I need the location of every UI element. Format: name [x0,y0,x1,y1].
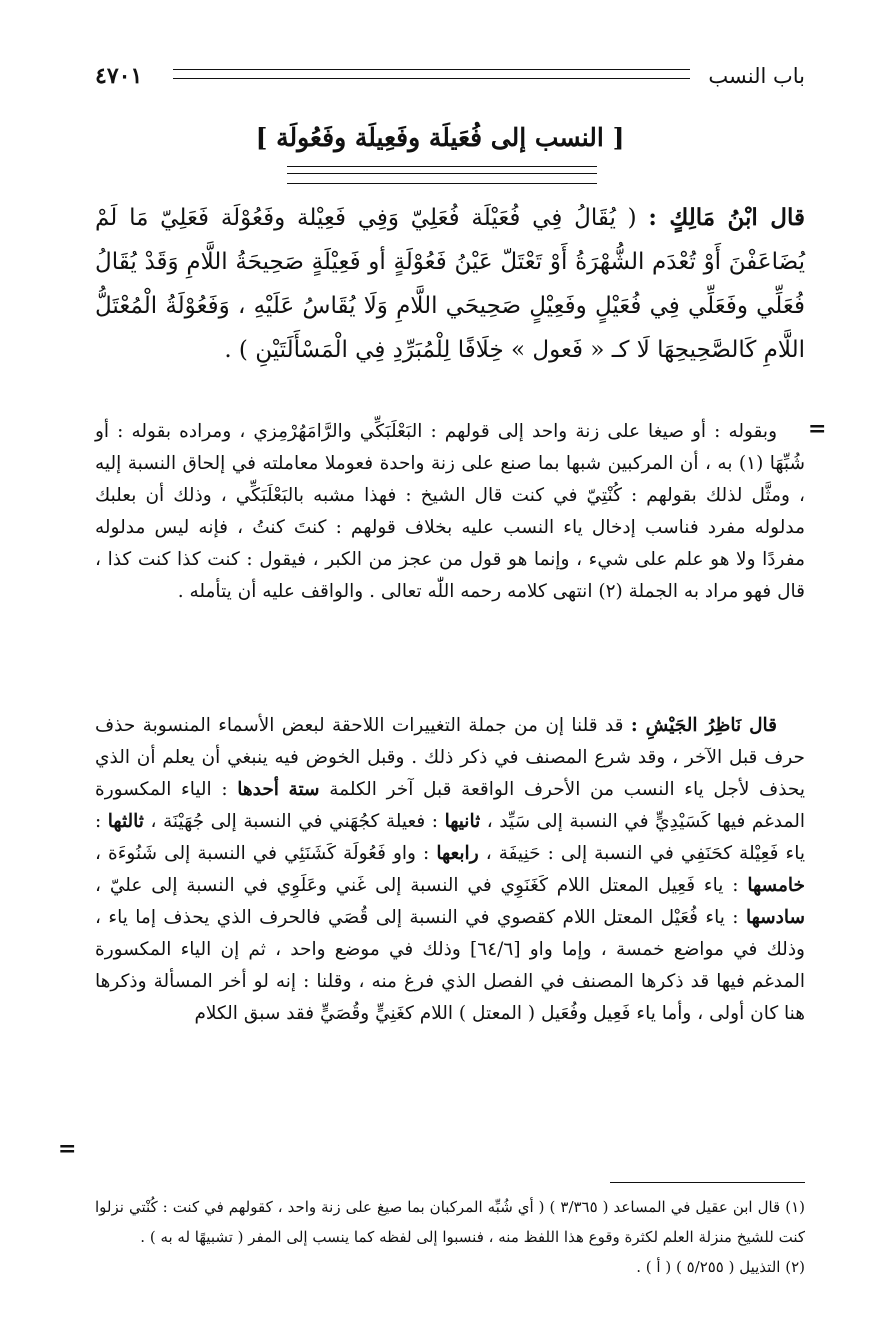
commentary-paragraph-2: قال نَاظِرُ الجَيْشِ : قد قلنا إن من جملة التغييرات اللاحقة لبعض الأسماء المنسوبة حذف حرف قبل الآخر ، وقد شرع المصنف في ذكر ذلك . وقبل الخوض فيه ينبغي أن يعلم أن الذي يحذف لأجل ياء النسب من الأحرف الواقعة قبل آخر الكلمة ستة أحدها : الياء المكسورة المدغم فيها كَسَيْدِيٍّ في النسبة إلى سَيِّد ، ثانيها : فعيلة كجُهَني في النسبة إلى جُهَيْنَة ، ثالثها : ياء فَعِيْلة كحَنَفِي في النسبة إلى : حَنِيفَة ، رابعها : واو فَعُولَة كَشَنَئِي في النسبة إلى شَنُوءَة ، خامسها : ياء فَعِيل المعتل اللام كَغَنَوِي في النسبة إلى غَني وعَلَوِي في النسبة إلى عليّ ، سادسها : ياء فُعَيْل المعتل اللام كقصوي في النسبة إلى قُصَي فالحرف الذي يحذف إما ياء ، وذلك في مواضع خمسة ، وإما واو [٦٤/٦] وذلك في موضع واحد ، ثم إن الياء المكسورة المدغم فيها قد ذكرها المصنف في الفصل الذي فرغ منه ، وقلنا : إنه لو أخر المسألة وذكرها هنا كان أولى ، وأما ياء فَعِيل وفُعَيل ( المعتل ) اللام كغَنِيٍّ وقُصَيٍّ فقد سبق الكلام [95,715,805,1024]
header-double-rule [173,69,690,79]
chapter-title: باب النسب [708,64,805,88]
matn-author: قال ابْنُ مَالِكٍ : [648,204,806,231]
footnote-1: (١) قال ابن عقيل في المساعد ( ٣/٣٦٥ ) ( أي شُبِّه المركبان بما صيغ على زنة واحد ، كقولهم في كنت : كُنْتي نزلوا كنت للشيخ منزلة العلم لكثرة وقوع هذا اللفظ منه ، فنسبوا إلى لفظه كما ينسب إلى المفر ( تشبيهًا له به ) . [95,1198,806,1246]
nazir-author: قال نَاظِرُ الجَيْشِ : [630,715,778,736]
continuation-mark-bottom: = [58,1136,77,1162]
commentary-nazir [95,710,805,1030]
footnote-2: (٢) التذييل ( ٥/٢٥٥ ) ( أ ) . [636,1258,805,1276]
continuation-mark-top: = [808,416,827,442]
footnote-rule [610,1182,805,1183]
commentary-paragraph-1: وبقوله : أو صيغا على زنة واحد إلى قولهم : البَعْلَبَكِّي والرَّامَهُرْمِزي ، ومراده بقوله : أو شُبِّهَا (١) به ، أن المركبين شبها بما صنع على زنة واحدة فعوملا معاملته في إلحاق النسبة إليه ، ومثَّل لذلك بقولهم : كُنْتِيّ في كنت قال الشيخ : فهذا مشبه بالبَعْلَبَكِّي ، وذلك أن بعلبك مدلوله مفرد فناسب إدخال ياء النسب عليه بخلاف قولهم : كنتَ كنتُ ، فإنه ليس مدلوله مفردًا ولا هو علم على شيء ، وإنما هو قول من عجز من الكبر ، فيقول : كنت كذا كنت كذا ، قال فهو مراد به الجملة (٢) انتهى كلامه رحمه اللّٰه تعالى . والواقف عليه أن يتأمله . [95,421,805,602]
section-title: [ النسب إلى فُعَيلَة وفَعِيلَة وفَعُولَة ] [255,123,625,152]
footnotes [95,1192,805,1282]
running-header [95,60,805,92]
matn-paragraph [95,196,805,372]
matn-text: ( يُقَالُ فِي فُعَيْلَة فُعَلِيّ وَفِي فَعِيْلة وفَعُوْلَة فَعَلِيّ مَا لَمْ يُضَاعَفْنَ أَوْ تُعْدَم الشُّهْرَةُ أَوْ تَعْتَلّ عَيْنُ فَعُوْلَةٍ أو فَعِيْلَةٍ صَحِيحَةُ اللَّامِ وَقَدْ يُقَالُ فُعَلِّي وفَعَلِّي فِي فُعَيْلٍ وفَعِيْلٍ صَحِيحَي اللَّامِ وَلَا يُقَاسُ عَلَيْهِ ، وَفَعُوْلَةُ الْمُعْتَلُّ اللَّامِ كَالصَّحِيحِهَا لَا كـ « فَعول » خِلَافًا لِلْمُبَرِّدِ فِي الْمَسْأَلَتَيْنِ ) . [95,205,805,363]
title-triple-rule [287,166,597,184]
commentary-continued [95,416,805,608]
page-number: ٤٧٠١ [95,63,143,89]
